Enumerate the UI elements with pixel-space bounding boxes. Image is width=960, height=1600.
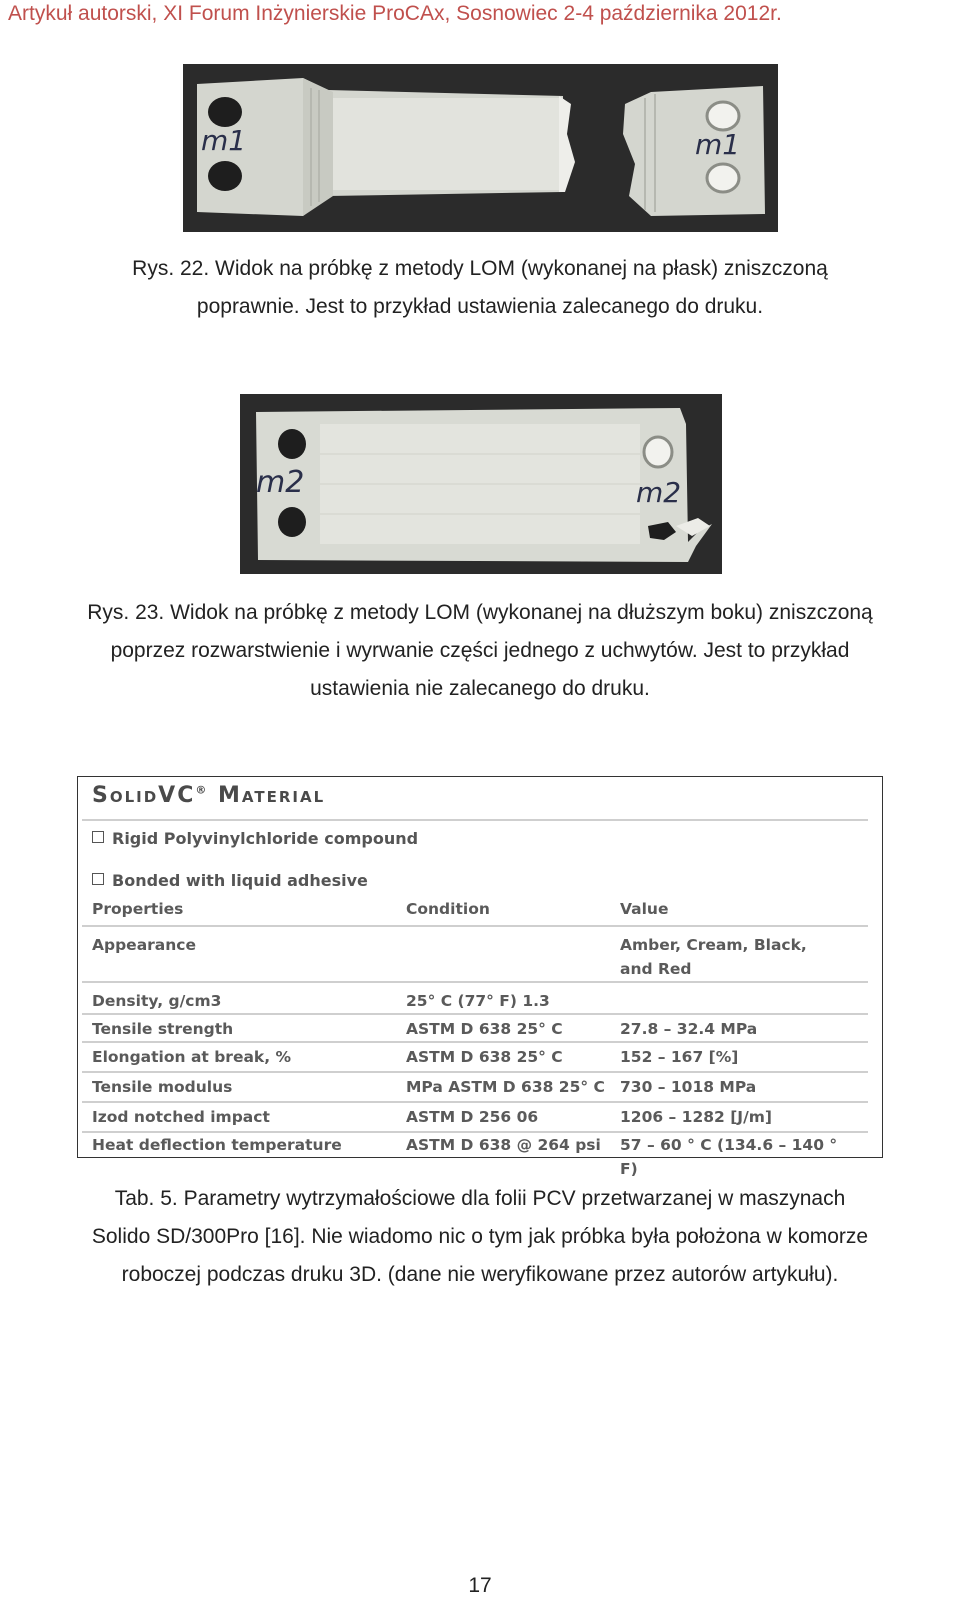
table-title bbox=[92, 783, 325, 808]
cell-value: 57 – 60 ° C (134.6 – 140 ° F) bbox=[620, 1136, 838, 1178]
delaminated-specimen-image bbox=[240, 394, 722, 574]
specimen-label-left: m2 bbox=[256, 465, 305, 500]
table-5-caption bbox=[0, 1180, 960, 1294]
caption-line: poprzez rozwarstwienie i wyrwanie części jednego z uchwytów. Jest to przykład bbox=[110, 639, 850, 662]
column-header-condition: Condition bbox=[406, 900, 490, 918]
table-row bbox=[82, 1073, 868, 1103]
specimen-label-right: m1 bbox=[695, 128, 741, 161]
caption-line: Rys. 23. Widok na próbkę z metody LOM (wykonanej na dłuższym boku) zniszczoną bbox=[87, 601, 873, 624]
caption-line: Solido SD/300Pro [16]. Nie wiadomo nic o tym jak próbka była położona w komorze bbox=[91, 1225, 869, 1248]
table-title-rest: Material bbox=[218, 783, 326, 808]
cell-value: 1206 – 1282 [J/m] bbox=[620, 1108, 772, 1126]
table-row bbox=[82, 927, 868, 983]
cell-condition: ASTM D 638 25° C bbox=[406, 1048, 563, 1066]
caption-line: Tab. 5. Parametry wytrzymałościowe dla folii PCV przetwarzanej w maszynach bbox=[114, 1187, 846, 1210]
figure-23-caption bbox=[0, 594, 960, 708]
table-row bbox=[82, 1015, 868, 1043]
cell-property: Heat deflection temperature bbox=[92, 1136, 342, 1154]
bullet-item bbox=[92, 829, 418, 848]
table-row bbox=[82, 983, 868, 1015]
table-row bbox=[82, 1133, 868, 1178]
cell-property: Izod notched impact bbox=[92, 1108, 270, 1126]
specimen-label-left: m1 bbox=[201, 124, 247, 157]
cell-value: 730 – 1018 MPa bbox=[620, 1078, 757, 1096]
table-header-row bbox=[82, 891, 868, 927]
table-row bbox=[82, 1043, 868, 1073]
page-number: 17 bbox=[468, 1574, 492, 1597]
cell-value: Amber, Cream, Black, and Red bbox=[620, 936, 807, 978]
column-header-value: Value bbox=[620, 900, 669, 918]
cell-value: 152 – 167 [%] bbox=[620, 1048, 739, 1066]
figure-23-photo bbox=[240, 394, 722, 574]
bullet-text: Rigid Polyvinylchloride compound bbox=[112, 829, 419, 848]
caption-line: roboczej podczas druku 3D. (dane nie weryfikowane przez autorów artykułu). bbox=[121, 1263, 839, 1286]
cell-property: Appearance bbox=[92, 936, 196, 954]
cell-condition: ASTM D 638 25° C bbox=[406, 1020, 563, 1038]
table-title-name: SolidVC bbox=[92, 783, 196, 808]
broken-specimen-flat-image bbox=[183, 64, 778, 232]
figure-22-caption bbox=[0, 250, 960, 326]
checkbox-bullet-icon bbox=[92, 831, 104, 843]
cell-property: Density, g/cm3 bbox=[92, 992, 222, 1010]
registered-mark: ® bbox=[195, 783, 209, 797]
cell-condition: ASTM D 638 @ 264 psi bbox=[406, 1136, 601, 1154]
cell-condition: 25° C (77° F) 1.3 bbox=[406, 992, 550, 1010]
checkbox-bullet-icon bbox=[92, 873, 104, 885]
bullet-item bbox=[92, 871, 368, 890]
caption-line: poprawnie. Jest to przykład ustawienia zalecanego do druku. bbox=[196, 295, 764, 318]
table-row bbox=[82, 1103, 868, 1133]
cell-condition: MPa ASTM D 638 25° C bbox=[406, 1078, 605, 1096]
page-header: Artykuł autorski, XI Forum Inżynierskie ProCAx, Sosnowiec 2-4 października 2012r. bbox=[8, 2, 782, 25]
column-header-properties: Properties bbox=[92, 900, 184, 918]
bullet-text: Bonded with liquid adhesive bbox=[112, 871, 368, 890]
caption-line: ustawienia nie zalecanego do druku. bbox=[310, 677, 650, 700]
material-properties-table bbox=[77, 776, 883, 1178]
cell-property: Elongation at break, % bbox=[92, 1048, 292, 1066]
cell-value: 27.8 – 32.4 MPa bbox=[620, 1020, 758, 1038]
cell-condition: ASTM D 256 06 bbox=[406, 1108, 539, 1126]
divider bbox=[82, 819, 868, 821]
specimen-label-right: m2 bbox=[636, 476, 682, 509]
cell-property: Tensile strength bbox=[92, 1020, 234, 1038]
caption-line: Rys. 22. Widok na próbkę z metody LOM (wykonanej na płask) zniszczoną bbox=[132, 257, 828, 280]
cell-property: Tensile modulus bbox=[92, 1078, 233, 1096]
figure-22-photo bbox=[183, 64, 778, 232]
